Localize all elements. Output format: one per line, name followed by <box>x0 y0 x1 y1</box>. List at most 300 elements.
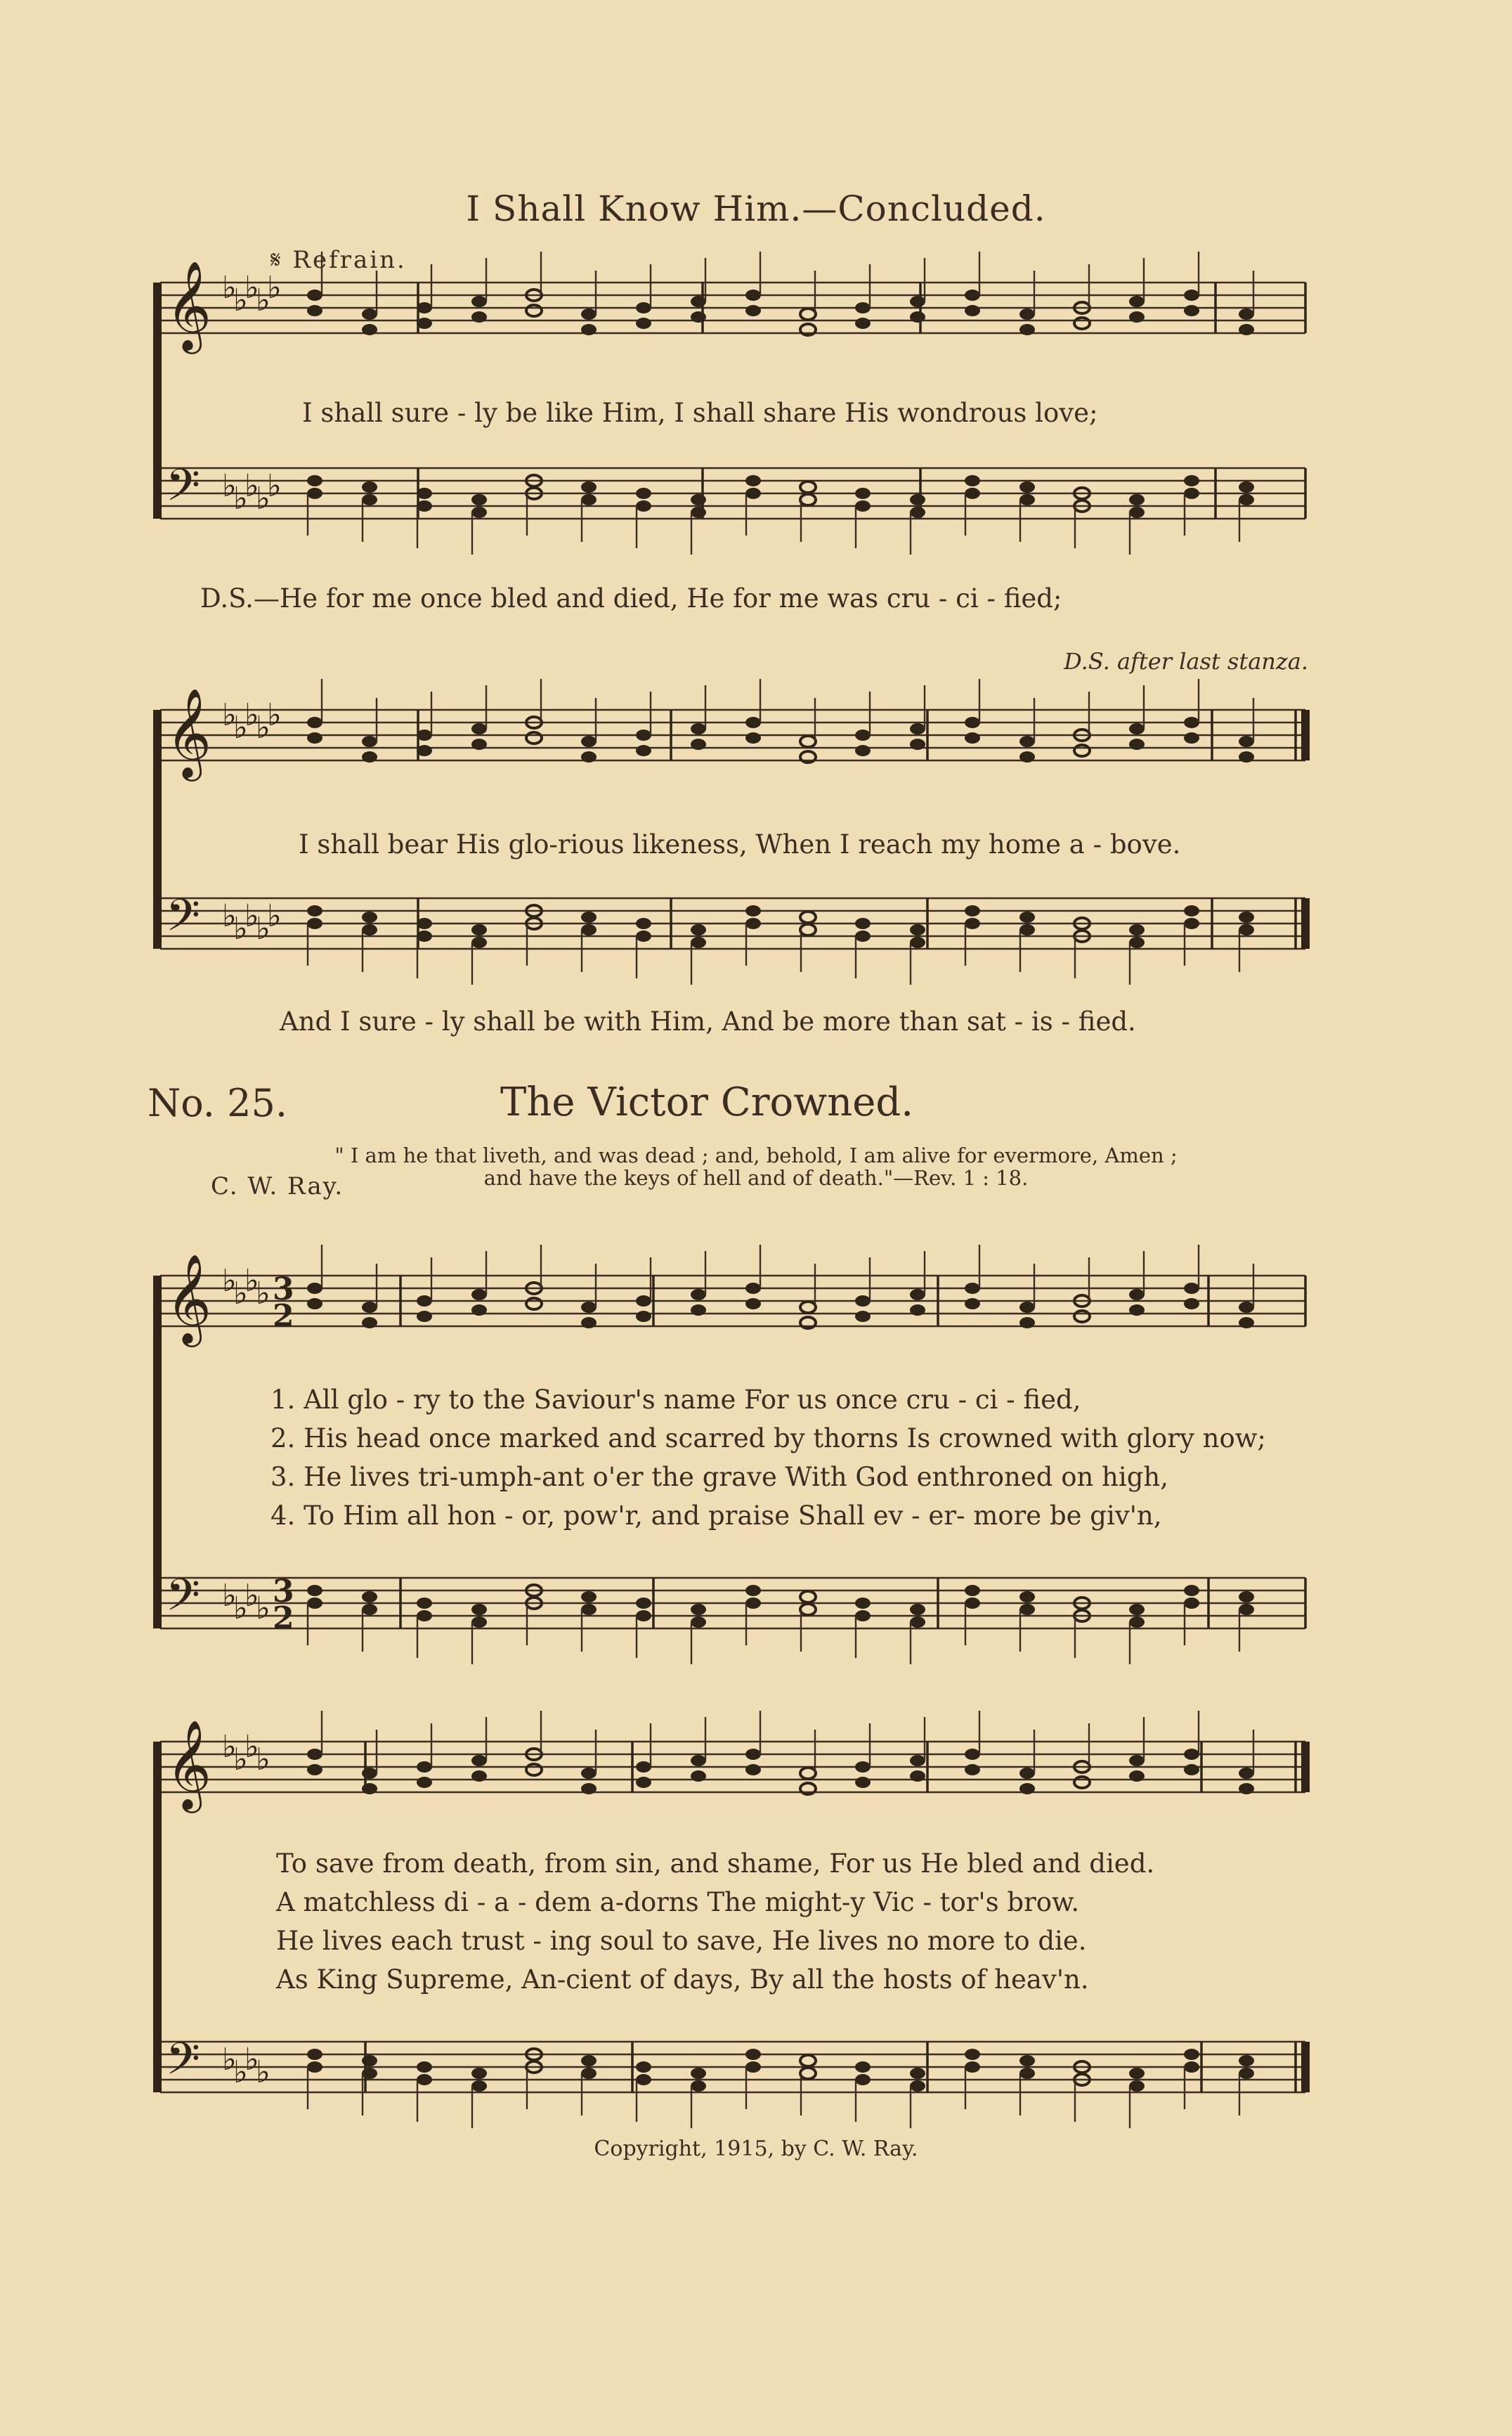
flat-icon: ♭ <box>256 911 271 947</box>
note-head <box>965 1749 980 1760</box>
note-head <box>965 2061 980 2073</box>
flat-icon: ♭ <box>233 911 248 947</box>
note-head <box>1239 1783 1254 1794</box>
verse4-b: As King Supreme, An-cient of days, By all the hosts of heav'n. <box>276 1964 1089 1995</box>
flat-icon: ♭ <box>222 468 237 504</box>
note-head <box>362 1768 377 1779</box>
note-head <box>910 1770 925 1782</box>
note-head <box>307 1749 322 1760</box>
note-head <box>691 1304 706 1316</box>
note-head <box>1184 905 1199 916</box>
note-head <box>855 745 871 756</box>
flat-icon: ♭ <box>233 2054 248 2090</box>
note-head <box>745 1749 761 1760</box>
verse1-b: To save from death, from sin, and shame, For us He bled and died. <box>276 1848 1155 1879</box>
hymn1-title: I Shall Know Him.—Concluded. <box>466 188 1046 229</box>
note-head <box>636 918 651 929</box>
note-head <box>910 723 925 734</box>
note-head <box>1129 937 1145 948</box>
ds-instruction: D.S. after last stanza. <box>1064 648 1308 675</box>
note-head <box>1184 918 1199 929</box>
note-head <box>800 924 816 935</box>
note-head <box>636 2061 651 2073</box>
note-head <box>417 730 432 741</box>
note-head <box>471 924 487 935</box>
bass-clef-icon: 𝄢 <box>166 889 200 952</box>
note-head <box>1184 1764 1199 1775</box>
note-head <box>581 924 597 935</box>
note-head <box>745 918 761 929</box>
note-head <box>417 302 432 313</box>
note-head <box>581 2055 597 2066</box>
note-head <box>1129 296 1145 307</box>
note-head <box>855 318 871 329</box>
note-head <box>910 507 925 518</box>
verse4-a: 4. To Him all hon - or, pow'r, and praise Shall ev - er- more be giv'n, <box>271 1501 1162 1531</box>
note-head <box>1129 1289 1145 1300</box>
note-head <box>471 311 487 323</box>
note-head <box>581 309 597 320</box>
flat-icon: ♭ <box>222 898 237 934</box>
note-head <box>800 1591 816 1602</box>
hymn1-lyric-line1: I shall sure - ly be like Him, I shall share His wondrous love; <box>302 398 1098 428</box>
note-head <box>745 1764 761 1775</box>
note-head <box>745 1585 761 1596</box>
note-head <box>745 1298 761 1309</box>
note-head <box>1019 912 1035 923</box>
note-head <box>965 488 980 499</box>
note-head <box>800 1604 816 1615</box>
note-head <box>691 311 706 323</box>
note-head <box>471 1617 487 1628</box>
note-head <box>581 324 597 335</box>
note-head <box>417 500 432 512</box>
time-signature-top: 3 <box>273 1271 294 1307</box>
flat-icon: ♭ <box>222 270 237 306</box>
note-head <box>362 309 377 320</box>
note-head <box>910 937 925 948</box>
note-head <box>471 937 487 948</box>
note-head <box>1239 481 1254 493</box>
note-head <box>1239 912 1254 923</box>
treble-clef-icon: 𝄞 <box>166 687 212 777</box>
note-head <box>1239 494 1254 505</box>
note-head <box>636 488 651 499</box>
note-head <box>910 1604 925 1615</box>
note-head <box>965 1585 980 1596</box>
note-head <box>691 723 706 734</box>
note-head <box>745 1283 761 1294</box>
note-head <box>636 1610 651 1621</box>
note-head <box>1129 924 1145 935</box>
note-head <box>636 730 651 741</box>
flat-icon: ♭ <box>256 481 271 517</box>
note-head <box>1184 2061 1199 2073</box>
note-head <box>691 507 706 518</box>
note-head <box>362 751 377 763</box>
note-head <box>691 1289 706 1300</box>
note-head <box>800 912 816 923</box>
note-head <box>965 732 980 744</box>
note-head <box>800 1302 816 1313</box>
note-head <box>307 2061 322 2073</box>
note-head <box>636 1777 651 1788</box>
note-head <box>307 2049 322 2060</box>
note-head <box>362 481 377 493</box>
verse3-b: He lives each trust - ing soul to save, He lives no more to die. <box>276 1926 1087 1956</box>
time-signature-bottom: 2 <box>273 1298 294 1334</box>
note-head <box>965 1764 980 1775</box>
note-head <box>965 905 980 916</box>
note-head <box>910 739 925 750</box>
note-head <box>855 1295 871 1307</box>
note-head <box>965 475 980 486</box>
note-head <box>417 918 432 929</box>
note-head <box>471 1289 487 1300</box>
note-head <box>855 500 871 512</box>
note-head <box>636 1295 651 1307</box>
note-head <box>1074 318 1090 329</box>
note-head <box>417 1777 432 1788</box>
note-head <box>307 290 322 301</box>
note-head <box>417 1598 432 1609</box>
note-head <box>1129 2068 1145 2079</box>
note-head <box>471 1770 487 1782</box>
note-head <box>362 2055 377 2066</box>
note-head <box>1019 324 1035 335</box>
note-head <box>307 1585 322 1596</box>
note-head <box>1129 2080 1145 2092</box>
flat-icon: ♭ <box>222 1578 237 1614</box>
note-head <box>471 1304 487 1316</box>
note-head <box>965 2049 980 2060</box>
note-head <box>636 1311 651 1322</box>
note-head <box>581 736 597 747</box>
note-head <box>691 937 706 948</box>
note-head <box>965 1598 980 1609</box>
note-head <box>417 931 432 942</box>
refrain-label: 𝄋 Refrain. <box>271 246 407 274</box>
bass-clef-icon: 𝄢 <box>166 459 200 521</box>
note-head <box>1019 494 1035 505</box>
note-head <box>800 309 816 320</box>
note-head <box>800 736 816 747</box>
note-head <box>526 1298 542 1309</box>
note-head <box>1129 494 1145 505</box>
verse2-b: A matchless di - a - dem a-dorns The might-y Vic - tor's brow. <box>276 1887 1080 1917</box>
note-head <box>910 1304 925 1316</box>
note-head <box>1019 2055 1035 2066</box>
note-head <box>910 1755 925 1766</box>
hymn1-ds-line: D.S.—He for me once bled and died, He for me was cru - ci - fied; <box>200 583 1062 614</box>
copyright: Copyright, 1915, by C. W. Ray. <box>594 2137 918 2161</box>
note-head <box>855 1777 871 1788</box>
note-head <box>1129 1755 1145 1766</box>
note-head <box>417 1311 432 1322</box>
note-head <box>910 494 925 505</box>
note-head <box>745 732 761 744</box>
note-head <box>800 481 816 493</box>
note-head <box>1019 751 1035 763</box>
note-head <box>581 1317 597 1328</box>
note-head <box>417 318 432 329</box>
flat-icon: ♭ <box>233 283 248 318</box>
note-head <box>636 1761 651 1773</box>
note-head <box>362 1783 377 1794</box>
note-head <box>1184 1283 1199 1294</box>
note-head <box>1129 1617 1145 1628</box>
note-head <box>307 305 322 316</box>
note-head <box>526 732 542 744</box>
note-head <box>417 1610 432 1621</box>
flat-icon: ♭ <box>245 2042 259 2078</box>
note-head <box>910 311 925 323</box>
flat-icon: ♭ <box>245 1578 259 1614</box>
note-head <box>471 723 487 734</box>
note-head <box>965 918 980 929</box>
note-head <box>307 1764 322 1775</box>
treble-clef-icon: 𝄞 <box>166 260 212 350</box>
note-head <box>1239 1302 1254 1313</box>
note-head <box>471 494 487 505</box>
note-head <box>910 2080 925 2092</box>
note-head <box>417 488 432 499</box>
note-head <box>910 1289 925 1300</box>
bass-clef-icon: 𝄢 <box>166 1569 200 1631</box>
verse2-a: 2. His head once marked and scarred by thorns Is crowned with glory now; <box>271 1423 1266 1453</box>
note-head <box>1239 924 1254 935</box>
flat-icon: ♭ <box>233 1276 248 1311</box>
verse3-a: 3. He lives tri-umph-ant o'er the grave With God enthroned on high, <box>271 1462 1168 1492</box>
composer: C. W. Ray. <box>211 1172 344 1200</box>
note-head <box>1074 745 1090 756</box>
note-head <box>307 1298 322 1309</box>
note-head <box>965 717 980 728</box>
note-head <box>471 2080 487 2092</box>
note-head <box>581 2068 597 2079</box>
note-head <box>581 481 597 493</box>
note-head <box>417 1295 432 1307</box>
note-head <box>691 296 706 307</box>
note-head <box>1019 1604 1035 1615</box>
note-head <box>636 318 651 329</box>
flat-icon: ♭ <box>256 2054 271 2090</box>
note-head <box>1184 305 1199 316</box>
note-head <box>855 1761 871 1773</box>
note-head <box>691 2068 706 2079</box>
note-head <box>1184 475 1199 486</box>
note-head <box>691 924 706 935</box>
note-head <box>745 488 761 499</box>
note-head <box>417 1761 432 1773</box>
note-head <box>745 905 761 916</box>
note-head <box>855 1311 871 1322</box>
note-head <box>1019 481 1035 493</box>
note-head <box>1019 1317 1035 1328</box>
flat-icon: ♭ <box>267 468 282 504</box>
flat-icon: ♭ <box>256 1742 271 1777</box>
note-head <box>636 302 651 313</box>
time-signature-bottom: 2 <box>273 1600 294 1636</box>
note-head <box>471 1755 487 1766</box>
note-head <box>581 1783 597 1794</box>
note-head <box>745 290 761 301</box>
note-head <box>691 1617 706 1628</box>
note-head <box>1129 739 1145 750</box>
note-head <box>691 739 706 750</box>
hymn1-lyric-line2: I shall bear His glo-rious likeness, When I reach my home a - bove. <box>299 829 1181 860</box>
note-head <box>855 1598 871 1609</box>
note-head <box>855 1610 871 1621</box>
flat-icon: ♭ <box>222 2042 237 2078</box>
note-head <box>636 2074 651 2085</box>
note-head <box>362 736 377 747</box>
note-head <box>1184 1298 1199 1309</box>
note-head <box>800 2055 816 2066</box>
note-head <box>581 751 597 763</box>
note-head <box>1239 751 1254 763</box>
flat-icon: ♭ <box>222 1263 237 1299</box>
note-head <box>910 2068 925 2079</box>
note-head <box>965 1298 980 1309</box>
note-head <box>307 905 322 916</box>
note-head <box>1019 1783 1035 1794</box>
note-head <box>526 1764 542 1775</box>
note-head <box>581 494 597 505</box>
note-head <box>636 745 651 756</box>
note-head <box>855 931 871 942</box>
note-head <box>362 1604 377 1615</box>
note-head <box>910 1617 925 1628</box>
note-head <box>581 1591 597 1602</box>
note-head <box>307 1283 322 1294</box>
note-head <box>691 1770 706 1782</box>
note-head <box>745 1598 761 1609</box>
note-head <box>910 296 925 307</box>
hymn-number: No. 25. <box>148 1081 288 1125</box>
note-head <box>1184 732 1199 744</box>
note-head <box>1184 488 1199 499</box>
note-head <box>1239 1604 1254 1615</box>
epigraph-line1: " I am he that liveth, and was dead ; and, behold, I am alive for evermore, Amen ; <box>334 1144 1178 1167</box>
note-head <box>362 1302 377 1313</box>
note-head <box>965 1283 980 1294</box>
note-head <box>1239 1768 1254 1779</box>
bass-clef-icon: 𝄢 <box>166 2033 200 2095</box>
hymn2-title: The Victor Crowned. <box>500 1080 913 1125</box>
note-head <box>855 730 871 741</box>
note-head <box>636 931 651 942</box>
note-head <box>1239 309 1254 320</box>
hymn1-lyric-line3: And I sure - ly shall be with Him, And be more than sat - is - fied. <box>280 1006 1136 1037</box>
note-head <box>800 2068 816 2079</box>
note-head <box>362 494 377 505</box>
flat-icon: ♭ <box>222 1729 237 1765</box>
note-head <box>581 1604 597 1615</box>
flat-icon: ♭ <box>256 1276 271 1311</box>
note-head <box>1019 1591 1035 1602</box>
note-head <box>691 2080 706 2092</box>
flat-icon: ♭ <box>245 697 259 733</box>
note-head <box>1129 311 1145 323</box>
note-head <box>307 918 322 929</box>
note-head <box>855 2074 871 2085</box>
note-head <box>965 305 980 316</box>
note-head <box>1184 1598 1199 1609</box>
note-head <box>1074 1311 1090 1322</box>
flat-icon: ♭ <box>245 270 259 306</box>
note-head <box>855 488 871 499</box>
treble-clef-icon: 𝄞 <box>166 1719 212 1809</box>
note-head <box>362 1317 377 1328</box>
note-head <box>307 717 322 728</box>
note-head <box>362 2068 377 2079</box>
flat-icon: ♭ <box>267 270 282 306</box>
note-head <box>362 912 377 923</box>
flat-icon: ♭ <box>256 283 271 318</box>
note-head <box>362 924 377 935</box>
note-head <box>417 745 432 756</box>
note-head <box>307 475 322 486</box>
note-head <box>1239 1317 1254 1328</box>
note-head <box>745 2049 761 2060</box>
note-head <box>745 475 761 486</box>
note-head <box>417 2061 432 2073</box>
note-head <box>581 912 597 923</box>
flat-icon: ♭ <box>245 1729 259 1765</box>
note-head <box>362 324 377 335</box>
note-head <box>636 500 651 512</box>
note-head <box>1129 507 1145 518</box>
note-head <box>1129 1304 1145 1316</box>
time-signature-top: 3 <box>273 1574 294 1609</box>
flat-icon: ♭ <box>245 468 259 504</box>
note-head <box>1019 1302 1035 1313</box>
note-head <box>1019 736 1035 747</box>
note-head <box>1239 2055 1254 2066</box>
note-head <box>855 2061 871 2073</box>
note-head <box>471 296 487 307</box>
note-head <box>1239 736 1254 747</box>
note-head <box>1184 290 1199 301</box>
flat-icon: ♭ <box>267 898 282 934</box>
treble-clef-icon: 𝄞 <box>166 1253 212 1343</box>
note-head <box>1129 1604 1145 1615</box>
note-head <box>1184 2049 1199 2060</box>
note-head <box>471 2068 487 2079</box>
verse1-a: 1. All glo - ry to the Saviour's name For us once cru - ci - fied, <box>271 1385 1081 1415</box>
note-head <box>471 1604 487 1615</box>
flat-icon: ♭ <box>233 710 248 746</box>
flat-icon: ♭ <box>222 697 237 733</box>
flat-icon: ♭ <box>245 898 259 934</box>
note-head <box>1239 1591 1254 1602</box>
note-head <box>526 305 542 316</box>
note-head <box>745 305 761 316</box>
note-head <box>636 1598 651 1609</box>
note-head <box>1019 2068 1035 2079</box>
note-head <box>307 1598 322 1609</box>
note-head <box>307 732 322 744</box>
note-head <box>471 507 487 518</box>
note-head <box>581 1768 597 1779</box>
note-head <box>1129 1770 1145 1782</box>
note-head <box>1239 2068 1254 2079</box>
note-head <box>745 2061 761 2073</box>
flat-icon: ♭ <box>256 710 271 746</box>
note-head <box>1184 717 1199 728</box>
note-head <box>800 1768 816 1779</box>
